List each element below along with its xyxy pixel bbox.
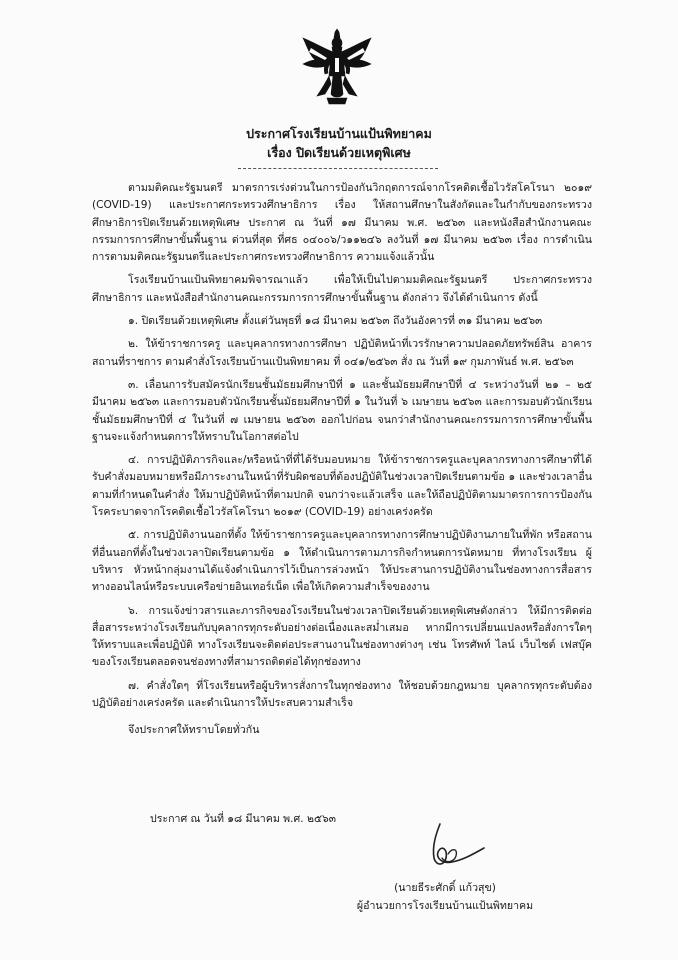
paragraph-consideration: โรงเรียนบ้านแป้นพิทยาคมพิจารณาแล้ว เพื่อให้เป็นไปตามมติคณะรัฐมนตรี ประกาศกระทรวงศึกษาธิการ และหนังสือสำนักงานคณะกรรมการการศึกษาขั้นพื้นฐาน ดังกล่าว จึงได้ดำเนินการ ดังนี้ bbox=[92, 274, 592, 304]
paragraph-item-6: ๖. การแจ้งข่าวสารและภารกิจของโรงเรียนในช่วงเวลาปิดเรียนด้วยเหตุพิเศษดังกล่าว ให้มีการติดต่อสื่อสารระหว่างโรงเรียนกับบุคลากรทุกระดับอย่างต่อเนื่องและสม่ำเสมอ หากมีการเปลี่ยนแปลงหรือสั่งการใดๆ ให้ทราบและเพื่อปฏิบัติ ทางโรงเรียนจะติดต่อประสานงานในช่องทางต่างๆ เช่น โทรศัพท์ ไลน์ เว็บไซต์ เฟสบุ๊ค ของโรงเรียนตลอดจนช่องทางที่สามารถติดต่อได้ทุกช่องทาง bbox=[92, 604, 592, 669]
paragraph-item-3: ๓. เลื่อนการรับสมัครนักเรียนชั้นมัธยมศึกษาปีที่ ๑ และชั้นมัธยมศึกษาปีที่ ๔ ระหว่างวันที่ ๒๑ – ๒๕ มีนาคม ๒๕๖๓ และการมอบตัวนักเรียนชั้นมัธยมศึกษาปีที่ ๑ ในวันที่ ๖ เมษายน ๒๕๖๓ และการมอบตัวนักเรียนชั้นมัธยมศึกษาปีที่ ๔ ในวันที่ ๗ เมษายน ๒๕๖๓ ออกไปก่อน จนกว่าสำนักงานคณะกรรมการการศึกษาขั้นพื้นฐานจะแจ้งกำหนดการให้ทราบในโอกาสต่อไป bbox=[92, 378, 592, 443]
paragraph-item-4: ๔. การปฏิบัติภารกิจและ/หรือหน้าที่ที่ได้รับมอบหมาย ให้ข้าราชการครูและบุคลากรทางการศึกษาที่ได้รับคำสั่งมอบหมายหรือมีภาระงานในหน้าที่รับผิดชอบที่ต้องปฏิบัติในช่วงเวลาปิดเรียนตามข้อ ๑ และช่วงเวลาอื่นตามที่กำหนดในคำสั่ง ให้มาปฏิบัติหน้าที่ตามปกติ จนกว่าจะแล้วเสร็จ และให้ถือปฏิบัติตามมาตรการการป้องกันโรคระบาดจากโรคติดเชื้อไวรัสโคโรนา ๒๐๑๙ (COVID-19) อย่างเคร่งครัด bbox=[92, 454, 592, 519]
title-divider bbox=[238, 168, 438, 169]
paragraph-intro: ตามมติคณะรัฐมนตรี มาตรการเร่งด่วนในการป้องกันวิกฤตการณ์จากโรคติดเชื้อไวรัสโคโรนา ๒๐๑๙ (COVID-19) และประกาศกระทรวงศึกษาธิการ เรื่อง ให้สถานศึกษาในสังกัดและในกำกับของกระทรวงศึกษาธิการปิดเรียนด้วยเหตุพิเศษ ประกาศ ณ วันที่ ๑๗ มีนาคม พ.ศ. ๒๕๖๓ และหนังสือสำนักงานคณะกรรมการการศึกษาขั้นพื้นฐาน ด่วนที่สุด ที่ศธ ๐๔๐๐๖/ว๑๑๒๔๖ ลงวันที่ ๑๗ มีนาคม ๒๕๖๓ เรื่อง การดำเนินการตามมติคณะรัฐมนตรีและประกาศกระทรวงศึกษาธิการ ความแจ้งแล้วนั้น bbox=[92, 182, 592, 264]
handwritten-signature-icon bbox=[418, 818, 488, 878]
document-title: ประกาศโรงเรียนบ้านแป้นพิทยาคม bbox=[246, 126, 432, 141]
signer-position: ผู้อำนวยการโรงเรียนบ้านแป้นพิทยาคม bbox=[356, 900, 534, 912]
paragraph-item-1: ๑. ปิดเรียนด้วยเหตุพิเศษ ตั้งแต่วันพุธที่ ๑๘ มีนาคม ๒๕๖๓ ถึงวันอังคารที่ ๓๑ มีนาคม ๒๕๖๓ bbox=[128, 315, 543, 328]
closing-statement: จึงประกาศให้ทราบโดยทั่วกัน bbox=[128, 724, 260, 737]
garuda-emblem-icon bbox=[297, 28, 377, 108]
announcement-date: ประกาศ ณ วันที่ ๑๘ มีนาคม พ.ศ. ๒๕๖๓ bbox=[150, 813, 336, 825]
paragraph-item-5: ๕. การปฏิบัติงานนอกที่ตั้ง ให้ข้าราชการครูและบุคลากรทางการศึกษาปฏิบัติงานภายในที่พัก หรือสถานที่อื่นนอกที่ตั้งในช่วงเวลาปิดเรียนตามข้อ ๑ ให้ดำเนินการตามภารกิจกำหนดการนัดหมาย ที่ทางโรงเรียน ผู้บริหาร หัวหน้ากลุ่มงานได้แจ้งดำเนินการไว้เป็นการล่วงหน้า ให้ประสานการปฏิบัติงานในช่องทางการสื่อสารทางออนไลน์หรือระบบเครือข่ายอินเทอร์เน็ต เพื่อให้เกิดความสำเร็จของงาน bbox=[92, 529, 592, 594]
document-subject: เรื่อง ปิดเรียนด้วยเหตุพิเศษ bbox=[267, 145, 411, 160]
paragraph-item-2: ๒. ให้ข้าราชการครู และบุคลากรทางการศึกษา ปฏิบัติหน้าที่เวรรักษาความปลอดภัยทรัพย์สิน อาคารสถานที่ราชการ ตามคำสั่งโรงเรียนบ้านแป้นพิทยาคม ที่ ๐๔๑/๒๕๖๓ สั่ง ณ วันที่ ๑๙ กุมภาพันธ์ พ.ศ. ๒๕๖๓ bbox=[92, 338, 592, 368]
paragraph-item-7: ๗. คำสั่งใดๆ ที่โรงเรียนหรือผู้บริหารสั่งการในทุกช่องทาง ให้ชอบด้วยกฎหมาย บุคลากรทุกระดับต้องปฏิบัติอย่างเคร่งครัด และดำเนินการให้ประสบความสำเร็จ bbox=[92, 679, 592, 710]
document-body bbox=[92, 180, 592, 746]
signer-name: (นายธีระศักดิ์ แก้วสุข) bbox=[394, 882, 496, 894]
